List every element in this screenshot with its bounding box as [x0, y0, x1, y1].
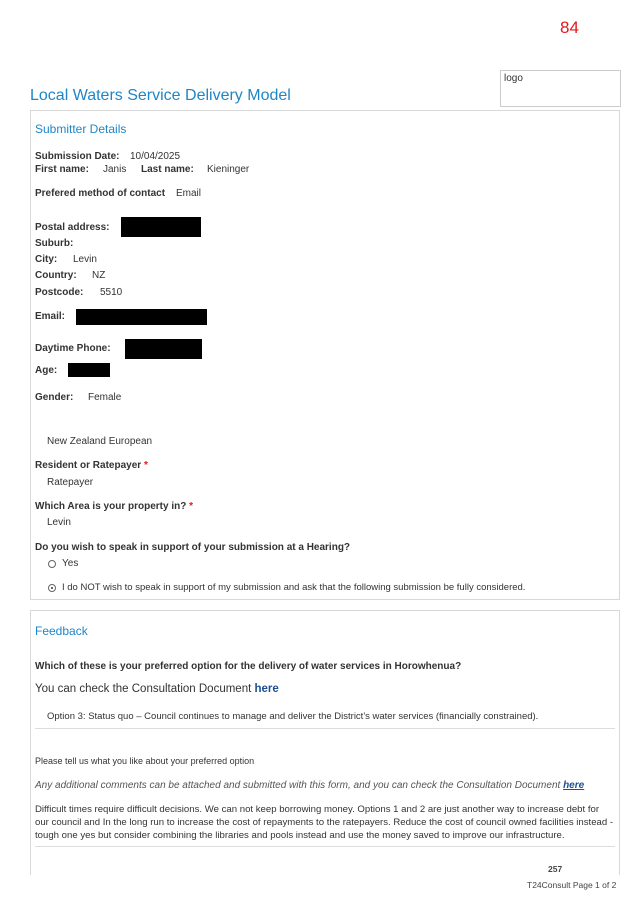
- postcode-label: Postcode:: [35, 287, 84, 298]
- document-number: 257: [548, 864, 563, 874]
- email-label: Email:: [35, 311, 66, 322]
- preferred-option-question: Which of these is your preferred option for the delivery of water services in Horowhenua?: [35, 661, 462, 672]
- country-value: NZ: [92, 270, 106, 281]
- phone-redaction: [125, 339, 202, 359]
- last-name-value: Kieninger: [207, 164, 250, 175]
- submitter-section-title: Submitter Details: [35, 122, 127, 136]
- selected-option-value: Option 3: Status quo – Council continues to manage and deliver the District's water services (financially constrained).: [47, 711, 539, 722]
- comment-text: Difficult times require difficult decisions. We can not keep borrowing money. Options 1 and 2 are just another way to increase debt for our council and In the long run to increase the cost of repayments to the ratepayers. Reduce the cost of council owned facilities instead - tough one yes but consider combining the libraries and pools instead and use the money saved to improve our infrastructure.: [35, 804, 614, 841]
- first-name-label: First name:: [35, 164, 89, 175]
- city-value: Levin: [73, 254, 97, 265]
- hearing-yes-label: Yes: [62, 558, 79, 569]
- consultation-link[interactable]: here: [254, 683, 279, 695]
- age-redaction: [68, 363, 110, 377]
- page-number: 84: [560, 18, 579, 37]
- ethnicity-value: New Zealand European: [47, 436, 153, 447]
- like-label: Please tell us what you like about your preferred option: [35, 756, 255, 766]
- area-label: Which Area is your property in? *: [35, 501, 194, 512]
- age-label: Age:: [35, 365, 58, 376]
- phone-label: Daytime Phone:: [35, 343, 111, 354]
- hearing-no-label: I do NOT wish to speak in support of my submission and ask that the following submission be fully considered.: [62, 582, 526, 593]
- required-mark: *: [143, 460, 148, 471]
- contact-method-label: Prefered method of contact: [35, 188, 166, 199]
- country-label: Country:: [35, 270, 77, 281]
- footer-page-label: Page 1 of 2: [572, 880, 617, 890]
- postcode-value: 5510: [100, 287, 123, 298]
- suburb-label: Suburb:: [35, 238, 74, 249]
- last-name-label: Last name:: [141, 164, 194, 175]
- footer-pagination: [527, 880, 616, 890]
- hearing-question: Do you wish to speak in support of your submission at a Hearing?: [35, 542, 351, 553]
- additional-comments-link[interactable]: here: [563, 780, 585, 791]
- logo-placeholder: logo: [500, 70, 621, 107]
- contact-method-value: Email: [176, 188, 202, 199]
- form-title: Local Waters Service Delivery Model: [30, 87, 291, 104]
- footer-source: T24Consult: [527, 880, 571, 890]
- consultation-text: You can check the Consultation Document here: [35, 683, 279, 695]
- feedback-section-title: Feedback: [35, 624, 88, 638]
- submission-date-label: Submission Date:: [35, 151, 120, 162]
- additional-comments-text: Any additional comments can be attached and submitted with this form, and you can check the Consultation Document here: [35, 780, 585, 791]
- divider: [35, 846, 615, 847]
- hearing-no-radio[interactable]: [48, 584, 56, 592]
- hearing-yes-radio[interactable]: [48, 560, 56, 568]
- postal-address-redaction: [121, 217, 201, 237]
- gender-label: Gender:: [35, 392, 74, 403]
- first-name-value: Janis: [103, 164, 127, 175]
- divider: [35, 728, 615, 729]
- postal-address-label: Postal address:: [35, 222, 110, 233]
- area-value: Levin: [47, 517, 71, 528]
- city-label: City:: [35, 254, 58, 265]
- required-mark: *: [189, 501, 194, 512]
- resident-value: Ratepayer: [47, 477, 94, 488]
- submitter-details-panel: [30, 110, 620, 600]
- gender-value: Female: [88, 392, 122, 403]
- submission-date-value: 10/04/2025: [130, 151, 181, 162]
- email-redaction: [76, 309, 207, 325]
- resident-label: Resident or Ratepayer *: [35, 460, 148, 471]
